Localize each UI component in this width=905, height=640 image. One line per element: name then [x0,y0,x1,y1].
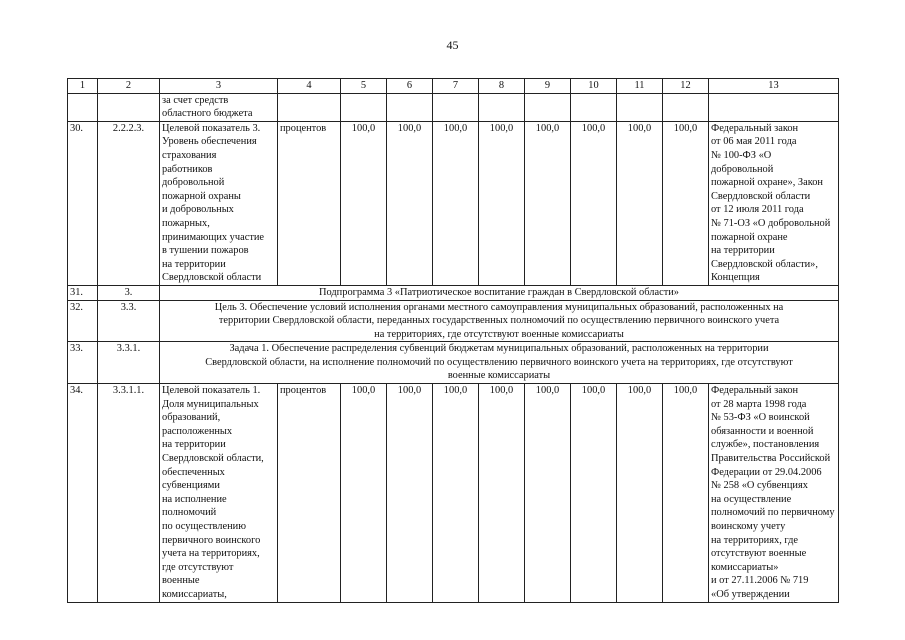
value-cell: 100,0 [479,121,525,285]
row-number: 31. [68,285,98,300]
indicator-name: Целевой показатель 3. Уровень обеспечения страхования работников добровольной пожарной охраны и добровольных пожарных, принимающих участие в тушении пожаров на территории Свердловской области [160,121,278,285]
table-row-31 [68,285,839,300]
header-cell: 1 [68,79,98,94]
header-cell: 11 [617,79,663,94]
indicators-table [67,78,839,603]
row-code: 3.3. [98,300,160,342]
header-cell: 9 [525,79,571,94]
table-row-33 [68,342,839,384]
header-cell: 6 [387,79,433,94]
header-cell: 7 [433,79,479,94]
table-row-34 [68,384,839,603]
table-row-32 [68,300,839,342]
row-code: 3.3.1.1. [98,384,160,603]
subprogram-title: Подпрограмма 3 «Патриотическое воспитание граждан в Свердловской области» [160,285,839,300]
value-cell: 100,0 [525,384,571,603]
value-cell: 100,0 [571,121,617,285]
indicator-name: Целевой показатель 1. Доля муниципальных образований, расположенных на территории Свердловской области, обеспеченных субвенциями на исполнение полномочий по осуществлению первичного воинского учета на территориях, где отсутствуют военные комиссариаты, [160,384,278,603]
row-code: 2.2.2.3. [98,121,160,285]
row-number: 33. [68,342,98,384]
value-cell: 100,0 [663,384,709,603]
value-cell: 100,0 [663,121,709,285]
continuation-row [68,93,839,121]
value-cell: 100,0 [617,384,663,603]
header-cell: 5 [341,79,387,94]
legal-basis: Федеральный закон от 06 мая 2011 года № 100-ФЗ «О добровольной пожарной охране», Закон Свердловской области от 12 июля 2011 года № 71-ОЗ «О добровольной пожарной охране на территории Свердловской области», Концепция [709,121,839,285]
header-cell: 8 [479,79,525,94]
header-cell: 12 [663,79,709,94]
page-number: 45 [446,38,459,52]
value-cell: 100,0 [525,121,571,285]
value-cell: 100,0 [433,384,479,603]
value-cell: 100,0 [341,121,387,285]
header-cell: 2 [98,79,160,94]
row-number: 30. [68,121,98,285]
unit: процентов [278,384,341,603]
task-text: Задача 1. Обеспечение распределения субвенций бюджетам муниципальных образований, расположенных на территории Свердловской области, на исполнение полномочий по осуществлению первичного воинского учета на территориях, где отсутствуют военные комиссариаты [160,342,839,384]
row-code: 3.3.1. [98,342,160,384]
header-cell: 13 [709,79,839,94]
value-cell: 100,0 [341,384,387,603]
indicator-name: за счет средств областного бюджета [160,93,278,121]
value-cell: 100,0 [387,384,433,603]
table-row-30 [68,121,839,285]
value-cell: 100,0 [617,121,663,285]
value-cell: 100,0 [571,384,617,603]
header-row [68,79,839,94]
row-number: 34. [68,384,98,603]
header-cell: 10 [571,79,617,94]
header-cell: 3 [160,79,278,94]
legal-basis: Федеральный закон от 28 марта 1998 года № 53-ФЗ «О воинской обязанности и военной службе», постановления Правительства Российской Федерации от 29.04.2006 № 258 «О субвенциях на осуществление полномочий по первичному воинскому учету на территориях, где отсутствуют военные комиссариаты» и от 27.11.2006 № 719 «Об утверждении [709,384,839,603]
row-code: 3. [98,285,160,300]
goal-text: Цель 3. Обеспечение условий исполнения органами местного самоуправления муниципальных образований, расположенных на территории Свердловской области, переданных государственных полномочий по осуществлению первичного воинского учета на территориях, где отсутствуют военные комиссариаты [160,300,839,342]
value-cell: 100,0 [387,121,433,285]
row-number: 32. [68,300,98,342]
value-cell: 100,0 [433,121,479,285]
header-cell: 4 [278,79,341,94]
value-cell: 100,0 [479,384,525,603]
unit: процентов [278,121,341,285]
